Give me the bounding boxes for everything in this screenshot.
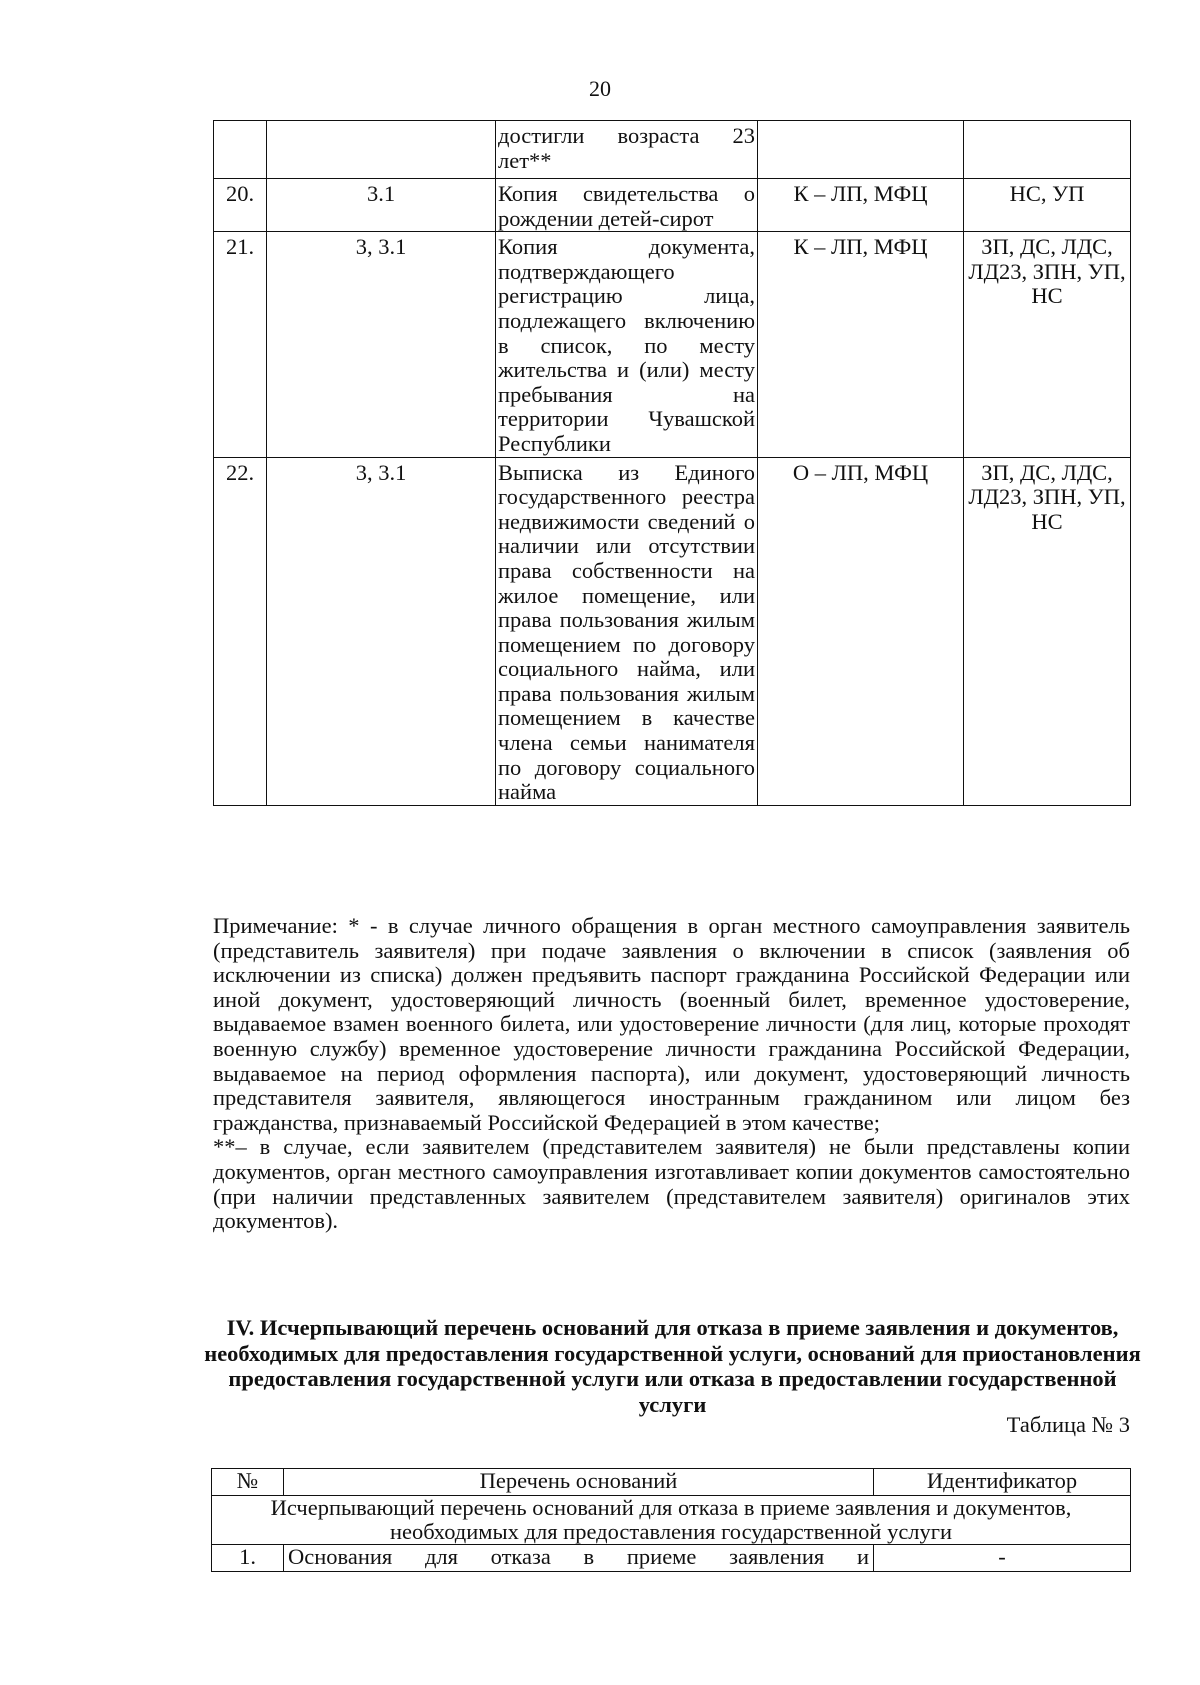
row-number: 22.	[214, 457, 267, 805]
table-caption: Таблица № 3	[1006, 1412, 1130, 1437]
row-categories: ЗП, ДС, ЛДС, ЛД23, ЗПН, УП, НС	[964, 232, 1131, 457]
row-document: Копия свидетельства о рождении детей-сирот	[496, 179, 758, 232]
table-row	[214, 457, 1131, 805]
subheader-cell: Исчерпывающий перечень оснований для отказа в приеме заявления и документов, необходимых для предоставления государственной услуги	[212, 1496, 1131, 1545]
row-categories: НС, УП	[964, 179, 1131, 232]
row-document: достигли возраста 23 лет**	[496, 121, 758, 179]
table-row	[212, 1545, 1131, 1572]
row-point: 3, 3.1	[267, 457, 496, 805]
row-point: 3.1	[267, 179, 496, 232]
row-number: 1.	[212, 1545, 284, 1572]
row-source: К – ЛП, МФЦ	[758, 232, 964, 457]
row-text: Основания для отказа в приеме заявления и	[284, 1545, 874, 1572]
header-num: №	[212, 1469, 284, 1496]
row-source: К – ЛП, МФЦ	[758, 179, 964, 232]
grounds-table	[211, 1468, 1131, 1572]
note-paragraph: **– в случае, если заявителем (представителем заявителя) не были представлены копии документов, орган местного самоуправления изготавливает копии документов самостоятельно (при наличии представленных заявителем (представителем заявителя) оригиналов этих документов).	[213, 1134, 1130, 1234]
row-number	[214, 121, 267, 179]
section-title: IV. Исчерпывающий перечень оснований для отказа в приеме заявления и документов, необходимых для предоставления государственной услуги, оснований для приостановления предоставления государственной услуги или отказа в предоставлении государственной услуги	[204, 1315, 1141, 1417]
page-number: 20	[589, 76, 611, 101]
table-header-row	[212, 1469, 1131, 1496]
note-paragraph: Примечание: * - в случае личного обращения в орган местного самоуправления заявитель (представитель заявителя) при подаче заявления о включении в список (заявления об исключении из списка) должен предъявить паспорт гражданина Российской Федерации или иной документ, удостоверяющий личность (военный билет, временное удостоверение, выдаваемое взамен военного билета, или удостоверение личности (для лиц, которые проходят военную службу) временное удостоверение личности гражданина Российской Федерации, выдаваемое на период оформления паспорта), или документ, удостоверяющий личность представителя заявителя, являющегося иностранным гражданином или лицом без гражданства, признаваемый Российской Федерацией в этом качестве;	[213, 913, 1130, 1135]
row-document: Копия документа, подтверждающего регистрацию лица, подлежащего включению в список, по месту жительства и (или) месту пребывания на территории Чувашской Республики	[496, 232, 758, 457]
row-point: 3, 3.1	[267, 232, 496, 457]
note-block	[213, 914, 1130, 1234]
row-number: 20.	[214, 179, 267, 232]
row-categories: ЗП, ДС, ЛДС, ЛД23, ЗПН, УП, НС	[964, 457, 1131, 805]
row-point	[267, 121, 496, 179]
table-row	[214, 121, 1131, 179]
header-id: Идентификатор	[874, 1469, 1131, 1496]
row-document: Выписка из Единого государственного реестра недвижимости сведений о наличии или отсутствии права собственности на жилое помещение, или права пользования жилым помещением по договору социального найма, или права пользования жилым помещением в качестве члена семьи нанимателя по договору социального найма	[496, 457, 758, 805]
row-id: -	[874, 1545, 1131, 1572]
table-row	[214, 232, 1131, 457]
row-source: О – ЛП, МФЦ	[758, 457, 964, 805]
documents-table	[213, 120, 1131, 806]
table-row	[214, 179, 1131, 232]
row-source	[758, 121, 964, 179]
row-categories	[964, 121, 1131, 179]
table-subheader-row	[212, 1496, 1131, 1545]
header-list: Перечень оснований	[284, 1469, 874, 1496]
row-number: 21.	[214, 232, 267, 457]
